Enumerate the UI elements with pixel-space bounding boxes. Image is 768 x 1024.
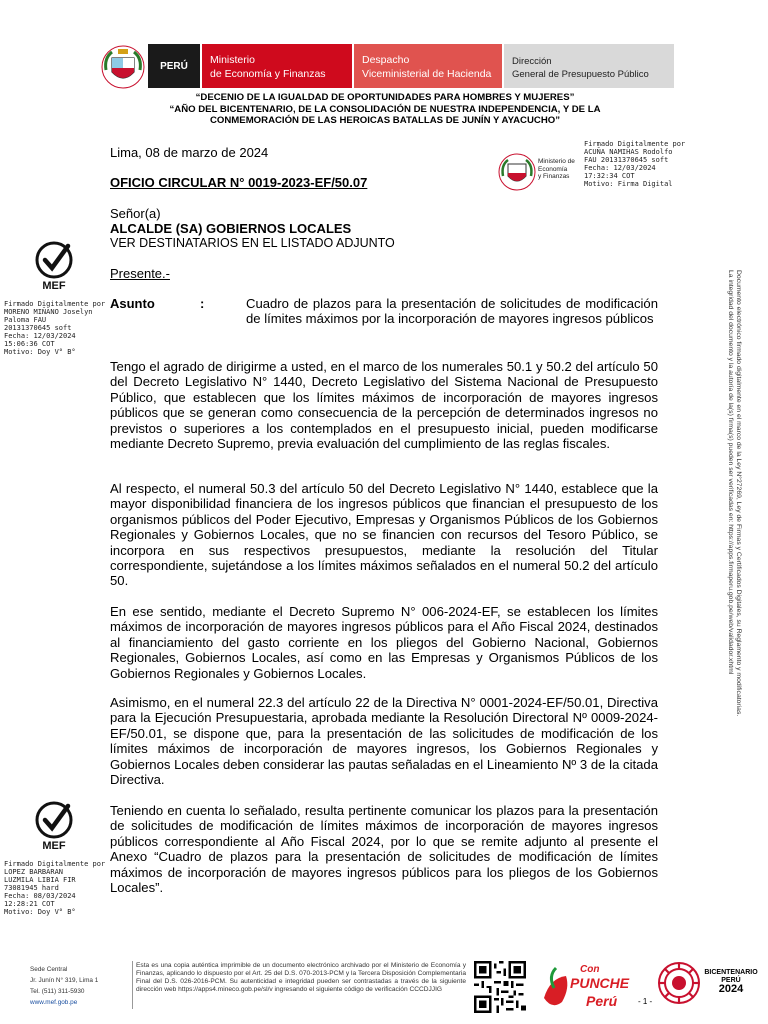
body-paragraph-4: Asimismo, en el numeral 22.3 del artículo 22 de la Directiva N° 0001-2024-EF/50.01, Directiva para la Ejecución Presupuestaria, aprobada mediante la Resolución Directoral Nº 0009-2024-EF/50.01, se dispone que, para la presentación de las solicitudes de modificación de los límites máximos de incorporación de mayores ingresos, los Gobiernos Regionales y Gobiernos Locales deben considerar las pautas señaladas en el Lineamiento Nº 3 de la citada Directiva. (110, 695, 658, 788)
header-ministerio-line1: Ministerio (210, 54, 255, 66)
mef-check-icon (24, 800, 84, 852)
recipients-note: VER DESTINATARIOS EN EL LISTADO ADJUNTO (110, 236, 395, 250)
page-number: - 1 - (638, 997, 653, 1006)
body-paragraph-5: Teniendo en cuenta lo señalado, resulta pertinente comunicar los plazos para la presentación de solicitudes de modificación de límites máximos de incorporación de mayores ingresos públicos correspondiente al Año Fiscal 2024, por lo que se remite adjunto al presente el Anexo “Cuadro de plazos para la presentación de solicitudes de modificación de límites máximos de incorporación de mayores ingresos públicos para los pliegos de los Gobiernos Locales”. (110, 803, 658, 896)
signature-2-line: LOPEZ BARBARAN (4, 868, 64, 876)
stamp-line: Fecha: 12/03/2024 (584, 164, 656, 172)
con-punche-peru-logo (540, 958, 640, 1012)
bicentenario-line2: PERÚ (721, 977, 741, 984)
signature-1-line: Firmado Digitalmente por (4, 300, 106, 308)
bicentenario-text (704, 969, 758, 993)
stamp-line: 17:32:34 COT (584, 172, 635, 180)
stamp-signature (584, 140, 694, 188)
campaign-con: Con (580, 964, 600, 975)
footer-sede-line: Tel. (511) 311-5930 (30, 988, 85, 995)
signature-1-line: MORENO MIÑANO Joselyn (4, 308, 93, 316)
signature-1-line: Motivo: Doy V° B° (4, 348, 76, 356)
salutation: Señor(a) (110, 206, 161, 221)
header-direccion (504, 44, 674, 88)
bicentenario-sun-icon (656, 960, 702, 1006)
signature-1-line: 20131370645 soft (4, 324, 72, 332)
signature-1-line: 15:06:36 COT (4, 340, 55, 348)
decenio-title (110, 92, 660, 127)
stamp-ministerio (538, 158, 584, 181)
oficio-number: OFICIO CIRCULAR N° 0019-2023-EF/50.07 (110, 175, 368, 190)
signature-2-line: Firmado Digitalmente por (4, 860, 106, 868)
signature-2 (4, 860, 108, 916)
body-paragraph-3: En ese sentido, mediante el Decreto Supremo N° 006-2024-EF, se establecen los límites máximos de incorporación de mayores ingresos públicos para el Año Fiscal 2024, destinados al financiamiento del gasto corriente en los pliegos del Gobierno Nacional, Gobiernos Regionales, Gobiernos Locales, así como en las Empresas y Organismos Públicos de los Gobiernos Regionales y Gobiernos Locales. (110, 604, 658, 681)
stamp-ministerio-line: y Finanzas (538, 173, 570, 180)
place-date: Lima, 08 de marzo de 2024 (110, 145, 269, 160)
stamp-line: ACUÑA NAMIHAS Rodolfo (584, 148, 673, 156)
campaign-punche: PUNCHE (570, 975, 630, 991)
footer-sede (30, 964, 125, 1008)
footer-divider (132, 961, 133, 1009)
addressee: ALCALDE (SA) GOBIERNOS LOCALES (110, 221, 352, 236)
footer-notice: Esta es una copia auténtica imprimible de un documento electrónico archivado por el Ministerio de Economía y Finanzas, aplicando lo dispuesto por el Art. 25 del D.S. 070-2013-PCM y la Tercera Disposición Complementaria Final del D.S. 026-2016-PCM. Su autenticidad e integridad pueden ser contrastadas a través de la siguiente dirección web https://apps4.mineco.gob.pe/sl/v ingresando el siguiente código de verificación CCCDJJIG (136, 962, 466, 993)
presente: Presente.- (110, 266, 170, 281)
asunto-text: Cuadro de plazos para la presentación de solicitudes de modificación de límites máximos por la incorporación de mayores ingresos públicos (246, 296, 658, 327)
footer-sede-line: Sede Central (30, 966, 68, 973)
peru-coat-of-arms-icon (100, 44, 146, 90)
signature-1 (4, 300, 108, 356)
mef-logo-text-2: MEF (42, 840, 66, 852)
footer-sede-line: Jr. Junín N° 319, Lima 1 (30, 977, 99, 984)
mef-check-icon (24, 240, 84, 292)
body-paragraph-2: Al respecto, el numeral 50.3 del artículo 50 del Decreto Legislativo N° 1440, establece que la mayor disponibilidad financiera de los ingresos públicos que financian el presupuesto de los organismos públicos del Poder Ejecutivo, Empresas y Organismos Públicos de los Gobiernos Regionales y Gobiernos Locales, que no se financien con recursos del Tesoro Público, se incorpora en sus respectivos presupuestos, mediante la resolución del Titular correspondiente, sujetándose a los límites máximos señalados en el numeral 50.2 del artículo 50. (110, 481, 658, 589)
decenio-line1: “DECENIO DE LA IGUALDAD DE OPORTUNIDADES PARA HOMBRES Y MUJERES” (195, 92, 575, 103)
stamp-ministerio-line: Ministerio de (538, 158, 575, 165)
signature-2-line: LUZMILA LIBIA FIR (4, 876, 76, 884)
footer-web-link[interactable]: www.mef.gob.pe (30, 999, 78, 1006)
signature-2-line: Fecha: 08/03/2024 (4, 892, 76, 900)
vertical-line-1: Documento electrónico firmado digitalmente en el marco de la Ley N°27269, Ley de Firmas y Certificados Digitales, su Reglamento y modificatorias. (735, 270, 742, 717)
body-paragraph-1: Tengo el agrado de dirigirme a usted, en el marco de los numerales 50.1 y 50.2 del artículo 50 del Decreto Legislativo N° 1440, Decreto Legislativo del Sistema Nacional de Presupuesto Público, que establecen que los límites máximos de incorporación de mayores ingresos públicos que se generan como consecuencia de la percepción de determinados ingresos no previstos o superiores a los contemplados en el presupuesto inicial, pueden modificarse mediante Decreto Supremo, previa evaluación del cumplimiento de las reglas fiscales. (110, 359, 658, 452)
signature-2-line: Motivo: Doy V° B° (4, 908, 76, 916)
signature-2-line: 73081945 hard (4, 884, 59, 892)
asunto-label: Asunto (110, 296, 155, 311)
signature-2-line: 12:28:21 COT (4, 900, 55, 908)
header-peru: PERÚ (148, 44, 200, 88)
stamp-seal-icon (497, 152, 537, 192)
stamp-ministerio-line: Economía (538, 165, 568, 173)
bicentenario-year: 2024 (718, 983, 744, 995)
qr-code-icon[interactable] (474, 961, 526, 1013)
stamp-line: FAU 20131370645 soft (584, 156, 669, 164)
header-ministerio-line2: de Economía y Finanzas (210, 68, 326, 80)
signature-1-line: Paloma FAU (4, 316, 47, 324)
asunto-colon: : (200, 296, 205, 311)
header-direccion-line2: General de Presupuesto Público (512, 69, 649, 80)
header-despacho-line2: Viceministerial de Hacienda (362, 68, 492, 80)
header-direccion-line1: Dirección (512, 56, 552, 67)
campaign-peru: Perú (586, 993, 618, 1009)
bicentenario-line1: BICENTENARIO (704, 969, 758, 976)
decenio-line2: “AÑO DEL BICENTENARIO, DE LA CONSOLIDACIÓN DE NUESTRA INDEPENDENCIA, Y DE LA (169, 103, 601, 115)
stamp-line: Motivo: Firma Digital (584, 180, 673, 188)
header-ministerio (202, 44, 352, 88)
stamp-line: Firmado Digitalmente por (584, 140, 686, 148)
mef-logo-text-1: MEF (42, 280, 66, 292)
vertical-line-2: La integridad del documento y la autoría de la(s) firma(s) pueden ser verificadas en: https://apps.firmaperu.gob.pe/web/validador.xhtml (727, 270, 734, 675)
decenio-line3: CONMEMORACIÓN DE LAS HEROICAS BATALLAS DE JUNÍN Y AYACUCHO” (209, 115, 561, 126)
header-despacho (354, 44, 502, 88)
signature-1-line: Fecha: 12/03/2024 (4, 332, 76, 340)
vertical-validation-text (726, 270, 742, 750)
header-despacho-line1: Despacho (362, 54, 410, 66)
